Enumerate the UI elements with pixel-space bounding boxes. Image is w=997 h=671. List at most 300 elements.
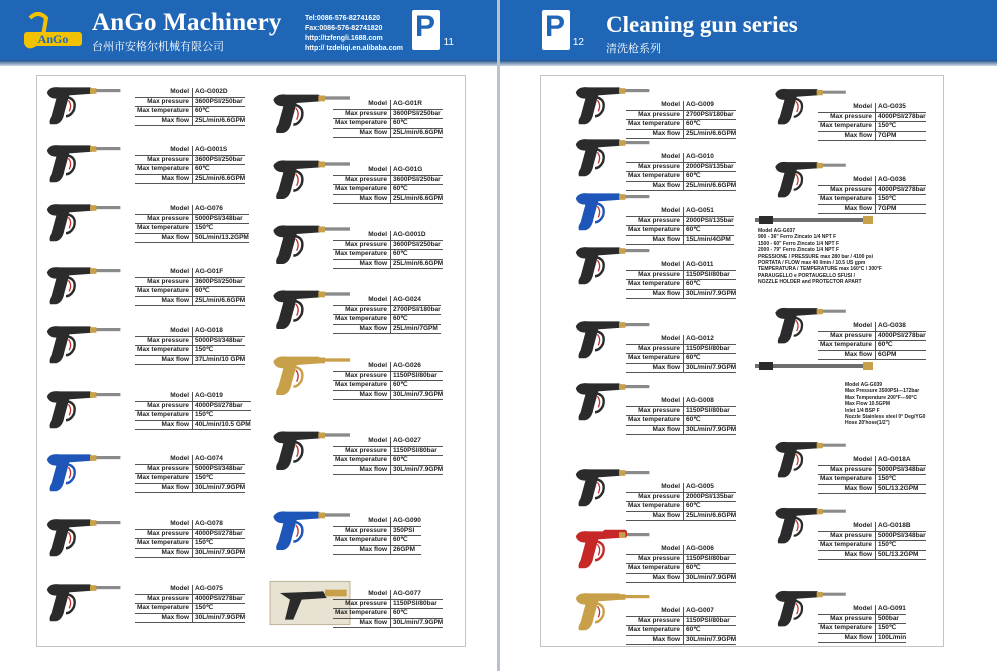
spec-row-model [818,456,926,466]
spec-value-flow: 25L/min/6.6GPM [195,296,246,304]
spec-row-pressure [135,402,251,412]
note-line: 1500 - 60" Ferro Zincato 1/4 NPT F [758,240,840,247]
spec-value-pressure: 1150PSI/80bar [393,371,437,379]
spec-value-temperature: 150℃ [195,411,214,419]
spec-label: Max pressure [818,113,876,122]
spec-value-model: AG-G077 [393,590,421,597]
page-number-badge [542,10,584,50]
spec-table [333,437,443,475]
spec-table [818,103,926,141]
spec-row-model [135,205,249,215]
spec-label: Max pressure [626,617,684,626]
spec-value-flow: 30L/min/7.9GPM [195,613,246,621]
spec-table [333,517,421,555]
note-line: Max Pressure 3500PSI---172bar [845,388,920,395]
spec-row-model [135,146,245,156]
spec-row-temperature [135,411,251,421]
spec-value-model: AG-G036 [878,176,906,183]
spec-table [626,261,736,299]
contact-block [305,14,403,54]
spec-row-temperature [135,539,245,549]
note-line: PRESSIONE / PRESSURE max 280 bar / 4100 psi [758,253,874,260]
spec-row-temperature [626,172,736,182]
spec-row-temperature [333,456,443,466]
spec-row-temperature [818,122,926,132]
logo-text: AnGo [37,32,69,46]
spec-row-temperature [333,315,441,325]
note-line: Model AG-G037 [758,228,796,234]
spec-label: Max pressure [135,278,193,287]
contact-web-alibaba: http:// tzdeliqi.en.alibaba.com [305,45,404,52]
spec-value-pressure: 3600PSI/250bar [195,277,243,285]
spec-value-pressure: 1150PSI/80bar [393,599,437,607]
spec-row-pressure [333,176,443,186]
spec-value-temperature: 60℃ [393,536,408,544]
spec-label: Max flow [333,195,391,204]
spec-value-pressure: 350PSI [393,526,415,534]
spec-label: Model [818,605,876,614]
note-line: Max Flow 10.5GPM [845,401,891,408]
spec-value-model: AG-G018B [878,522,911,529]
spec-table [333,166,443,204]
spec-label: Max pressure [818,186,876,195]
company-name-cn: 台州市安格尔机械有限公司 [92,41,224,53]
spec-row-model [333,231,443,241]
spec-row-pressure [333,306,441,316]
spec-value-model: AG-G009 [686,101,714,108]
spray-gun-icon [42,138,122,188]
spec-label: Model [818,522,876,531]
spec-label: Max flow [135,614,193,623]
spec-row-model [333,296,441,306]
spec-label: Model [626,101,684,110]
spray-gun-icon [42,447,122,497]
spec-label: Max flow [135,356,193,365]
spec-value-pressure: 2000PSI/135bar [686,492,734,500]
spec-label: Max flow [135,297,193,306]
spec-row-pressure [626,555,736,565]
spec-table [818,322,926,360]
spec-row-temperature [135,474,245,484]
spec-value-pressure: 2000PSI/135bar [686,216,734,224]
spec-value-model: AG-G019 [195,392,223,399]
spec-label: Model [818,103,876,112]
spec-label: Model [626,607,684,616]
product-note [845,382,925,427]
spec-value-pressure: 5000PSI/348bar [195,336,243,344]
spec-value-flow: 30L/min/7.9GPM [686,573,737,581]
spec-row-model [135,585,245,595]
spec-row-temperature [333,536,421,546]
spec-label: Max temperature [626,120,684,129]
spec-label: Max flow [626,426,684,435]
spec-value-flow: 30L/min/7.9GPM [393,618,444,626]
spec-label: Max flow [135,549,193,558]
note-line: Nozzle Stainless steel 0° Deg/YG0 [845,414,926,421]
spec-row-temperature [135,346,245,356]
spec-label: Max flow [333,619,391,628]
spray-gun-icon [42,384,122,434]
spec-value-flow: 25L/min/7GPM [393,324,438,332]
spec-label: Model [135,268,193,277]
spec-table [626,397,736,435]
spec-label: Model [626,153,684,162]
spec-row-flow [333,325,441,335]
spec-row-temperature [626,502,736,512]
note-line: PARAUGELLO e PORTAUGELLO SFUSI / [758,272,856,279]
spec-value-temperature: 60℃ [686,564,701,572]
note-line: Model AG-G039 [845,382,883,388]
spec-row-flow [135,356,245,366]
spec-row-pressure [333,110,443,120]
spec-value-pressure: 4000PSI/278bar [195,594,243,602]
page-letter: P [545,10,566,43]
spec-row-model [333,100,443,110]
spec-value-pressure: 2700PSI/180bar [393,305,441,313]
spec-label: Model [626,207,684,216]
spec-label: Max flow [333,546,391,555]
spec-label: Max temperature [135,474,193,483]
spec-value-flow: 50L/min/13.2GPM [195,233,249,241]
spec-value-pressure: 3600PSI/250bar [195,97,243,105]
spec-row-temperature [333,381,443,391]
note-line: NOZZLE HOLDER and PROTECTOR APART [758,279,862,286]
spec-value-model: AG-G078 [195,520,223,527]
spec-row-pressure [135,530,245,540]
spec-value-flow: 50L/13.2GPM [878,484,919,492]
spec-table [818,176,926,214]
spec-label: Max pressure [626,555,684,564]
spec-table [135,520,245,558]
spec-row-pressure [818,186,926,196]
spec-label: Max temperature [135,224,193,233]
spec-row-temperature [818,624,906,634]
spec-value-pressure: 1150PSI/80bar [686,406,730,414]
spec-label: Max flow [626,182,684,191]
spec-value-model: AG-G024 [393,296,421,303]
spec-row-model [818,176,926,186]
spec-row-flow [818,132,926,142]
spec-label: Model [135,205,193,214]
spec-value-temperature: 150℃ [878,541,897,549]
spec-value-flow: 15L/min/4GPM [686,235,731,243]
spec-label: Max temperature [818,341,876,350]
spec-value-pressure: 5000PSI/348bar [195,464,243,472]
spec-row-model [135,455,245,465]
spec-row-pressure [818,466,926,476]
spec-value-pressure: 4000PSI/278bar [878,112,926,120]
spec-row-temperature [626,626,736,636]
spec-label: Max temperature [818,122,876,131]
spec-label: Max pressure [333,176,391,185]
spec-row-model [333,166,443,176]
note-line: Max Temperature 200°F---90°C [845,394,917,401]
spec-value-temperature: 60℃ [393,315,408,323]
spec-label: Max temperature [135,287,193,296]
spec-value-temperature: 60℃ [686,226,701,234]
spec-row-temperature [333,250,443,260]
spec-row-model [626,397,736,407]
spec-label: Max pressure [135,156,193,165]
spec-table [626,607,736,645]
spec-row-pressure [135,465,245,475]
spec-value-temperature: 150℃ [195,224,214,232]
spec-row-flow [333,619,443,629]
spec-value-flow: 30L/min/7.9GPM [195,548,246,556]
spec-row-temperature [333,119,443,129]
spec-row-flow [626,512,736,522]
spec-row-temperature [333,185,443,195]
spec-label: Model [333,296,391,305]
spec-table [135,88,245,126]
spec-table [135,392,251,430]
spec-row-model [626,101,736,111]
spec-row-pressure [626,271,736,281]
spray-gun-icon [42,80,122,130]
spec-label: Max temperature [135,165,193,174]
spec-label: Max pressure [135,465,193,474]
spec-label: Max flow [818,351,876,360]
spec-label: Model [333,231,391,240]
spec-table [818,522,926,560]
spec-table [818,456,926,494]
spec-label: Max flow [818,634,876,643]
spec-row-flow [135,421,251,431]
spec-row-model [626,335,736,345]
page-title: Cleaning gun series [606,12,798,37]
spec-value-temperature: 60℃ [686,172,701,180]
spec-label: Max flow [333,391,391,400]
spec-label: Model [135,146,193,155]
spec-row-pressure [333,241,443,251]
spec-value-pressure: 3600PSI/250bar [195,155,243,163]
spec-table [818,605,906,643]
spec-label: Max pressure [135,595,193,604]
spec-row-temperature [135,604,245,614]
spec-value-model: AG-G074 [195,455,223,462]
spec-row-model [135,327,245,337]
spec-row-model [626,153,736,163]
spec-value-flow: 30L/min/7.9GPM [195,483,246,491]
spec-value-pressure: 1150PSI/80bar [686,616,730,624]
spec-label: Max pressure [333,447,391,456]
spec-value-model: AG-G006 [686,545,714,552]
spec-table [135,585,245,623]
spec-row-model [333,517,421,527]
spec-row-flow [135,297,245,307]
spec-row-flow [818,634,906,644]
spec-label: Model [626,483,684,492]
spec-label: Max pressure [333,241,391,250]
spec-value-pressure: 1150PSI/80bar [393,446,437,454]
spec-label: Model [135,327,193,336]
spec-row-model [818,322,926,332]
spec-value-model: AG-G012 [686,335,714,342]
spec-label: Max pressure [626,271,684,280]
spec-value-temperature: 150℃ [878,122,897,130]
spec-value-temperature: 60℃ [393,381,408,389]
spec-label: Max temperature [333,250,391,259]
spec-value-model: AG-G002D [195,88,228,95]
spec-label: Max pressure [135,215,193,224]
spec-label: Max temperature [333,185,391,194]
spec-label: Model [626,397,684,406]
spec-row-model [818,522,926,532]
note-line: Hose 20'hose(1/2") [845,420,890,427]
spec-label: Max pressure [818,466,876,475]
spec-label: Max temperature [135,604,193,613]
spec-row-model [626,261,736,271]
spec-value-model: AG-G010 [686,153,714,160]
spec-label: Model [333,166,391,175]
spec-label: Model [135,455,193,464]
spec-value-pressure: 4000PSI/278bar [878,185,926,193]
spec-value-model: AG-G01G [393,166,423,173]
spec-value-flow: 40L/min/10.5 GPM [195,420,251,428]
spec-value-model: AG-G026 [393,362,421,369]
spec-label: Model [333,437,391,446]
spec-row-pressure [135,337,245,347]
spec-label: Max temperature [626,354,684,363]
spec-value-pressure: 4000PSI/278bar [878,331,926,339]
spec-row-temperature [333,609,443,619]
spec-value-temperature: 150℃ [878,624,897,632]
spec-label: Max flow [333,466,391,475]
spec-value-flow: 6GPM [878,350,897,358]
spec-value-temperature: 60℃ [195,107,210,115]
spec-value-temperature: 60℃ [393,609,408,617]
spec-table [626,335,736,373]
spec-row-pressure [333,372,443,382]
spec-value-temperature: 60℃ [195,287,210,295]
spec-label: Model [333,100,391,109]
contact-tel: Tel:0086-576-82741620 [305,15,380,22]
spec-label: Max pressure [135,530,193,539]
spec-value-model: AG-G001S [195,146,228,153]
spec-label: Max pressure [626,345,684,354]
spec-value-temperature: 60℃ [686,416,701,424]
spec-value-pressure: 3600PSI/250bar [393,175,441,183]
spec-label: Max flow [626,636,684,645]
spec-value-temperature: 60℃ [686,354,701,362]
spec-label: Max flow [135,117,193,126]
spec-value-temperature: 60℃ [393,119,408,127]
product-note [758,228,882,286]
spec-value-model: AG-G076 [195,205,223,212]
spec-row-pressure [626,345,736,355]
spec-label: Max temperature [333,536,391,545]
spec-label: Max flow [626,290,684,299]
spec-label: Max pressure [626,217,684,226]
spec-table [333,296,441,334]
spec-value-model: AG-G090 [393,517,421,524]
spec-value-temperature: 60℃ [393,250,408,258]
spec-label: Max temperature [818,541,876,550]
spec-table [135,455,245,493]
spec-row-pressure [818,532,926,542]
spec-label: Max temperature [818,195,876,204]
spec-row-temperature [626,354,736,364]
spec-value-flow: 25L/min/6.6GPM [393,194,444,202]
page-number-badge [412,10,454,50]
spec-row-flow [333,546,421,556]
spec-label: Max flow [818,485,876,494]
spec-label: Model [818,322,876,331]
spec-value-model: AG-G091 [878,605,906,612]
spec-label: Max flow [333,129,391,138]
spec-value-flow: 30L/min/7.9GPM [686,425,737,433]
spec-label: Max pressure [333,527,391,536]
spec-value-temperature: 150℃ [195,346,214,354]
spec-label: Max temperature [626,416,684,425]
spec-label: Max flow [626,130,684,139]
spec-row-flow [135,234,249,244]
spec-row-temperature [818,341,926,351]
spec-label: Max pressure [818,532,876,541]
spec-value-pressure: 500bar [878,614,899,622]
spec-table [626,545,736,583]
spec-label: Max flow [626,236,684,245]
spec-label: Model [135,585,193,594]
spec-label: Max temperature [333,381,391,390]
spec-label: Max pressure [333,110,391,119]
spec-value-pressure: 5000PSI/348bar [878,531,926,539]
spec-label: Max flow [818,205,876,214]
spec-label: Max pressure [818,332,876,341]
spec-value-model: AG-G075 [195,585,223,592]
spec-row-model [135,520,245,530]
spec-table [626,207,734,245]
spec-row-model [333,590,443,600]
spec-row-pressure [135,595,245,605]
spec-table [135,146,245,184]
spec-label: Max temperature [818,624,876,633]
note-line: 2000 - 79" Ferro Zincato 1/4 NPT F [758,247,840,254]
spec-row-model [135,392,251,402]
spec-label: Model [333,590,391,599]
spec-row-temperature [818,195,926,205]
spec-label: Max temperature [626,280,684,289]
spec-label: Model [333,517,391,526]
spec-row-pressure [135,156,245,166]
spec-value-temperature: 60℃ [393,185,408,193]
spec-row-flow [333,391,443,401]
spec-label: Max temperature [135,411,193,420]
spec-row-flow [135,117,245,127]
spec-label: Max pressure [626,163,684,172]
ango-logo [22,12,84,50]
spec-row-flow [333,466,443,476]
spec-row-flow [333,129,443,139]
spec-row-flow [626,636,736,646]
spec-value-pressure: 3600PSI/250bar [393,240,441,248]
spray-gun-icon [42,197,122,247]
spray-gun-icon [42,260,122,310]
spec-value-flow: 25L/min/6.6GPM [686,181,737,189]
spec-row-temperature [818,541,926,551]
lance-icon [755,358,875,374]
spec-row-pressure [626,111,736,121]
spec-label: Max temperature [333,456,391,465]
spec-value-model: AG-G018A [878,456,911,463]
spec-value-pressure: 1150PSI/80bar [686,554,730,562]
spec-row-pressure [135,98,245,108]
spec-label: Max temperature [333,315,391,324]
spec-row-pressure [626,163,736,173]
spec-value-pressure: 2000PSI/135bar [686,162,734,170]
spec-value-flow: 100L/min [878,633,907,641]
page-number: 11 [443,37,454,48]
